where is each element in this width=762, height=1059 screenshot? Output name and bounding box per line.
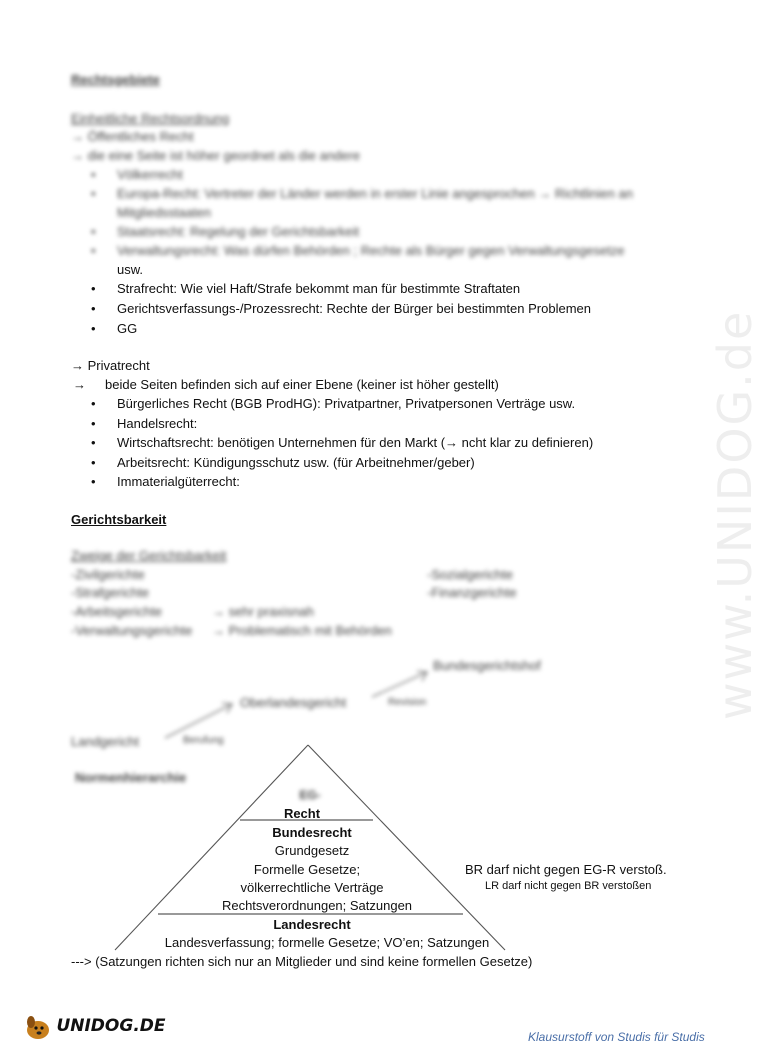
list-item: • Strafrecht: Wie viel Haft/Strafe bekommt man für bestimmte Straftaten [117,279,520,298]
pyramid-top-line2: Recht [283,806,321,821]
list-item: • Verwaltungsrecht: Was dürfen Behörden ; Rechte als Bürger gegen Verwaltungsgesetze [117,241,625,260]
pyramid-top-line1: EG- [299,788,321,802]
list-item: • Arbeitsrecht: Kündigungsschutz usw. (für Arbeitnehmer/geber) [117,453,475,472]
arrow-hoeher-geordnet: → die eine Seite ist höher geordnet als die andere [71,148,361,163]
court-note: → Problematisch mit Behörden [212,623,392,638]
court-note: → sehr praxisnah [212,604,314,619]
label-berufung: Berufung [183,735,224,746]
pyramid-bundesrecht-title: Bundesrecht [272,825,352,840]
list-item: • Völkerrecht [117,165,183,184]
court-branch: -Finanzgerichte [427,585,517,600]
footer-slogan: Klausurstoff von Studis für Studis [528,1030,705,1044]
list-item: • Gerichtsverfassungs-/Prozessrecht: Rechte der Bürger bei bestimmten Problemen [117,299,591,318]
section-title-rechtsgebiete: Rechtsgebiete [71,72,160,87]
list-item-continuation: Mitgliedsstaaten [117,205,211,220]
list-item: • Europa-Recht: Vertreter der Länder werden in erster Linie angesprochen → Richtlinien an [117,184,633,203]
watermark-text: www.UNIDOG.de [708,309,762,720]
unidog-logo[interactable] [22,1012,166,1042]
normenhierarchie-title: Normenhierarchie [75,770,187,785]
list-item: • Immaterialgüterrecht: [117,472,240,491]
list-item: • Bürgerliches Recht (BGB ProdHG): Privatpartner, Privatpersonen Verträge usw. [117,394,575,413]
list-item: • GG [117,319,137,338]
list-item: • Wirtschaftsrecht: benötigen Unternehmen für den Markt (→ ncht klar zu definieren) [117,433,593,452]
court-branch: -Zivilgerichte [71,567,145,582]
court-branch: -Sozialgerichte [427,567,513,582]
court-branch: -Strafgerichte [71,585,150,600]
list-item: • Handelsrecht: [117,414,197,433]
privatrecht-description: beide Seiten befinden sich auf einer Ebene (keiner ist höher gestellt) [105,377,499,392]
subtitle-rechtsordnung: Einheitliche Rechtsordnung [71,111,230,126]
pyramid-landesrecht-title: Landesrecht [273,917,351,932]
privatrecht-arrow: → [73,377,86,392]
court-bundesgerichtshof: Bundesgerichtshof [433,658,541,673]
list-item: • Staatsrecht: Regelung der Gerichtsbarkeit [117,222,359,241]
satzungen-footnote: ---> (Satzungen richten sich nur an Mitglieder und sind keine formellen Gesetze) [71,954,533,969]
pyramid-bundesrecht-line: Rechtsverordnungen; Satzungen [221,898,413,913]
list-item-continuation: usw. [117,262,144,277]
dog-mascot-icon [22,1012,52,1042]
section-title-gerichtsbarkeit: Gerichtsbarkeit [71,512,167,527]
court-branch: -Arbeitsgerichte [71,604,163,619]
label-revision: Revision [388,697,427,708]
note-lr-br: LR darf nicht gegen BR verstoßen [485,880,652,892]
court-branch: -Verwaltungsgerichte [71,623,193,638]
pyramid-bundesrecht-line: völkerrechtliche Verträge [240,880,384,895]
note-br-eg: BR darf nicht gegen EG-R verstoß. [465,862,667,877]
court-oberlandesgericht: Oberlandesgericht [240,695,347,710]
privatrecht-heading: → Privatrecht [71,358,150,373]
subtitle-zweige: Zweige der Gerichtsbarkeit [71,548,227,563]
pyramid-bundesrecht-line: Formelle Gesetze; [253,862,361,877]
pyramid-landesrecht-line: Landesverfassung; formelle Gesetze; VO’en; Satzungen [164,935,490,950]
arrow-oeffentliches-recht: → Öffentliches Recht [71,129,194,144]
pyramid-bundesrecht-line: Grundgesetz [274,843,350,858]
court-landgericht: Landgericht [71,734,139,749]
logo-text: UNIDOG.DE [56,1016,166,1037]
